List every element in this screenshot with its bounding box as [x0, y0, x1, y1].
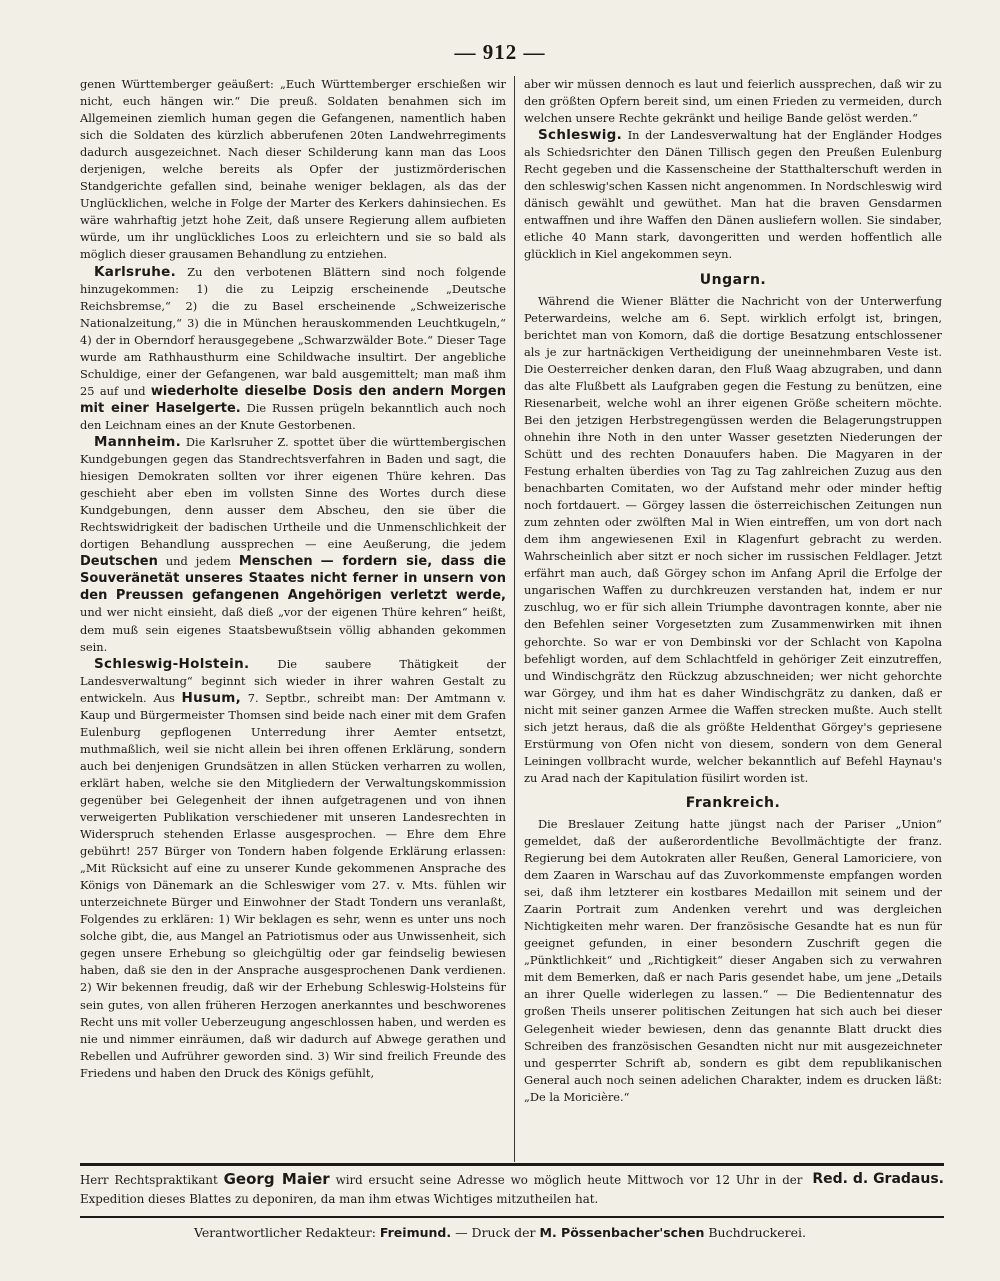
notice-box [80, 1170, 944, 1209]
article-text: Die saubere Thätigkeit der Landesverwaltung“ beginnt sich wieder in ihrer wahren Gestalt zu entwickeln. Aus [80, 656, 506, 705]
article-frankreich: Die Breslauer Zeitung hatte jüngst nach der Pariser „Union“ gemeldet, daß der außerordentliche Bevollmächtigte der franz. Regierung bei dem Autokraten aller Reußen, General Lamoriciere, von dem Zaaren in Warschau auf das Zuvorkommenste empfangen worden sei, daß ihm letzterer ein kostbares Medaillon mit seinem und der Zaarin Portrait zum Andenken verehrt und was dergleichen Nichtigkeiten mehr waren. Der französische Gesandte hat es nun für geeignet gefunden, in einer besondern Zuschrift gegen die „Pünktlichkeit“ und „Richtigkeit“ dieser Angaben sich zu verwahren mit dem Bemerken, daß er nach Paris gesendet habe, um jene „Details an ihrer Quelle widerlegen zu lassen.“ — Die Bedientennatur des großen Theils unserer politischen Zeitungen hat sich auch bei dieser Gelegenheit wieder bewiesen, denn das genannte Blatt druckt dies Schreiben des französischen Gesandten nicht nur mit ausgezeichneter und gesperrter Schrift ab, sondern es gibt dem republikanischen General auch noch seinen adelichen Charakter, indem es drucken läßt: „De la Moricière.“ [524, 816, 942, 1104]
notice-text: wird ersucht seine Adresse wo möglich heute Mittwoch vor 12 Uhr in der Expedition dieses Blattes zu deponiren, da man ihm etwas Wichtiges mitzutheilen hat. [80, 1173, 803, 1206]
notice-signature: Red. d. Gradaus. [812, 1171, 944, 1187]
article-text: und wer nicht einsieht, daß dieß „vor der eigenen Thüre kehren“ heißt, dem muß sein eigenes Staatsbewußtsein völlig abhanden gekommen sein. [80, 605, 506, 654]
notice-text: Herr Rechtspraktikant [80, 1173, 218, 1187]
imprint-line [0, 1225, 1000, 1240]
article-text: 7. Septbr., schreibt man: Der Amtmann v. Kaup und Bürgermeister Thomsen sind beide nach einer mit dem Grafen Eulenburg gepflogenen Unterredung ihrer Aemter entsetzt, muthmaßlich, weil sie nicht allein bei ihren offenen Erklärung, sondern auch bei denjenigen Grundsätzen in allen Stücken verharren zu wollen, erklärt haben, welche sie den Mitgliedern der Verwaltungskommission gegenüber bei Gelegenheit der ihnen aufgetragenen und von ihnen verweigerten Publikation verschiedener mit unseren Landesrechten in Widerspruch stehenden Erlasse ausgesprochen. — Ehre dem Ehre gebührt! 257 Bürger von Tondern haben folgende Erklärung erlassen: „Mit Rücksicht auf eine zu unserer Kunde gekommenen Ansprache des Königs von Dänemark an die Schleswiger vom 27. v. Mts. fühlen wir unterzeichnete Bürger und Einwohner der Stadt Tondern uns veranlaßt, Folgendes zu erklären: 1) Wir beklagen es sehr, wenn es unter uns noch solche gibt, die, aus Mangel an Patriotismus oder aus Unwissenheit, sich gegen unsere Erhebung so gleichgültig oder gar feindselig bewiesen haben, daß sie den in der Ansprache ausgesprochenen Dank verdienen. 2) Wir bekennen freudig, daß wir der Erhebung Schleswig-Holsteins für sein gutes, von allen früheren Herzogen anerkanntes und beschworenes Recht uns mit voller Ueberzeugung angeschlossen haben, und werden es nie und nimmer einräumen, daß wir dadurch auf Abwege gerathen und Rebellen und Aufrührer geworden sind. 3) Wir sind freilich Freunde des Friedens und haben den Druck des Königs gefühlt, [80, 690, 506, 1080]
imprint-rule [80, 1216, 944, 1218]
continued-paragraph: genen Württemberger geäußert: „Euch Württemberger erschießen wir nicht, euch hängen wir.“ Die preuß. Soldaten benahmen sich im Allgemeinen ziemlich human gegen die Gefangenen, namentlich haben sich die Soldaten des kürzlich abberufenen 20ten Landwehrregiments dadurch ausgezeichnet. Nach dieser Schilderung kann man das Loos derjenigen, welche bereits als Opfer der justizmörderischen Standgerichte gefallen sind, beinahe weniger beklagen, als das der Unglücklichen, welche in Folge der Marter des Kerkers dahinsiechen. Es wäre wahrhaftig jetzt hohe Zeit, daß unsere Regierung allem aufbieten würde, um ihr unglückliches Loos zu erleichtern und sie so bald als möglich dieser grausamen Behandlung zu entziehen. [80, 77, 506, 262]
imprint-printer: M. Pössenbacher'schen [539, 1225, 705, 1240]
dateline-husum: Husum, [181, 689, 242, 706]
notice-top-rule [80, 1163, 944, 1166]
dateline-mannheim: Mannheim. [94, 433, 182, 450]
emphasis-text: wiederholte dieselbe Dosis den andern Morgen mit einer Haselgerte. [80, 383, 506, 416]
imprint-tail: Buchdruckerei. [708, 1225, 806, 1240]
dateline-schleswig-holstein: Schleswig-Holstein. [94, 655, 250, 672]
article-text: In der Landesverwaltung hat der Engländer Hodges als Schiedsrichter den Dänen Tillisch gegen den Preußen Eulenburg Recht gegeben und die Kassenscheine der Statthalterschuft werden in den schleswig'schen Kassen nicht angenommen. In Nordschleswig wird dänisch gewählt und gewüthet. Man hat die braven Gensdarmen entwaffnen und ihre Waffen den Dänen ausliefern wollen. Sie sindaber, etliche 40 Mann stark, davongeritten und werden hoffentlich alle glücklich in Kiel angekommen seyn. [524, 128, 942, 262]
imprint-label: Verantwortlicher Redakteur: [194, 1225, 376, 1240]
article-schleswig-holstein [80, 656, 506, 1082]
imprint-editor: Freimund. [379, 1225, 452, 1240]
emphasis-text: — fordern sie, dass die Souveränetät unseres Staates nicht ferner in unsern von den Preussen gefangenen Angehörigen verletzt werde, [80, 554, 506, 604]
page-number: — 912 — [454, 40, 546, 64]
article-text: Die Karlsruher Z. spottet über die württembergischen Kundgebungen gegen das Standrechtsverfahren in Baden und sagt, die hiesigen Demokraten sollten vor ihrer eigenen Thüre kehren. Das geschieht aber eben im vollsten Sinne des Wortes durch diese Kundgebungen, denn ausser dem Abscheu, den sie über die Rechtswidrigkeit der badischen Urtheile und die Unmenschlichkeit der dortigen Behandlung aussprechen — eine Aeußerung, die jedem [80, 434, 506, 552]
right-column [524, 76, 942, 1164]
article-text: und jedem [165, 554, 231, 569]
article-schleswig [524, 127, 942, 263]
dateline-schleswig: Schleswig. [538, 127, 623, 144]
article-ungarn: Während die Wiener Blätter die Nachricht von der Unterwerfung Peterwardeins, welche am 6. Sept. wirklich erfolgt ist, bringen, berichtet man von Komorn, daß die dortige Besatzung entschlossener als je zur hartnäckigen Vertheidigung der uneinnehmbaren Veste ist. Die Oesterreicher denken daran, den Fluß Waag abzugraben, und dann das alte Flußbett als Laufgraben gegen die Festung zu benützen, eine Riesenarbeit, welche wohl an ihrer eigenen Größe scheitern möchte. Bei den jetzigen Herbstregengüssen werden die Belagerungstruppen ohnehin ihre Noth in den unter Wasser gesetzten Niederungen der Schütt und des rechten Donauufers haben. Die Magyaren in der Festung erhalten überdies von Tag zu Tag zahlreichen Zuzug aus den benachbarten Comitaten, wo der Aufstand mehr oder minder heftig noch fortdauert. — Görgey lassen die österreichischen Zeitungen nun zum zehnten oder zwölften Mal in Wien eintreffen, um von dort nach dem ihm angewiesenen Exil in Klagenfurt gebracht zu werden. Wahrscheinlich aber sitzt er noch sicher im russischen Feldlager. Jetzt erfährt man auch, daß Görgey schon im Anfang April die Erfolge der ungarischen Waffen zu durchkreuzen verstanden hat, indem er nur zuschlug, wo er für sich allein Triumphe davontragen konnte, aber nie den Befehlen seiner Vorgesetzten zum Zusammenwirken mit ihnen gehorchte. So war er von Dembinski vor der Schlacht von Kapolna befehligt worden, auf dem Schlachtfeld in gehöriger Zeit einzutreffen, und Windischgrätz den Rückzug abzuschneiden; wer nicht gehorchte war Görgey, und ihm hat es daher Windischgrätz zu danken, daß er nicht mit seiner ganzen Armee die Waffen strecken mußte. Auch stellt sich jetzt heraus, daß die als größte Heldenthat Görgey's gepriesene Erstürmung von Ofen nicht von diesem, sondern von dem General Leiningen vollbracht wurde, welcher bekanntlich auf Befehl Haynau's zu Arad nach der Kapitulation füsilirt worden ist. [524, 293, 942, 785]
imprint-dash: — Druck der [455, 1225, 536, 1240]
section-heading-frankreich: Frankreich. [685, 794, 781, 811]
emphasis-text: Deutschen [80, 554, 158, 570]
section-heading-ungarn: Ungarn. [699, 271, 767, 288]
article-mannheim [80, 434, 506, 656]
notice-name: Georg Maier [223, 1170, 330, 1188]
article-text: Die Russen prügeln bekanntlich auch noch den Leichnam eines an der Knute Gestorbenen. [80, 400, 506, 432]
emphasis-text: Menschen [238, 554, 313, 570]
article-karlsruhe [80, 264, 506, 434]
continued-paragraph: aber wir müssen dennoch es laut und feierlich aussprechen, daß wir zu den größten Opfern bereit sind, um einen Frieden zu vermeiden, durch welchen unsere Rechte gekränkt und heilige Bande gelöst werden.“ [524, 77, 942, 126]
dateline-karlsruhe: Karlsruhe. [94, 263, 177, 280]
column-divider [514, 76, 515, 1162]
left-column [80, 76, 506, 1164]
article-text: Zu den verbotenen Blättern sind noch folgende hinzugekommen: 1) die zu Leipzig erscheinende „Deutsche Reichsbremse,“ 2) die zu Basel erscheinende „Schweizerische Nationalzeitung,“ 3) die in München herauskommenden Leuchtkugeln,“ 4) der in Oberndorf herausgegebene „Schwarzwälder Bote.“ Dieser Tage wurde am Rathhausthurm eine Schildwache insultirt. Der angebliche Schuldige, einer der Gefangenen, war bald ausgemittelt; man maß ihm 25 auf und [80, 264, 506, 398]
